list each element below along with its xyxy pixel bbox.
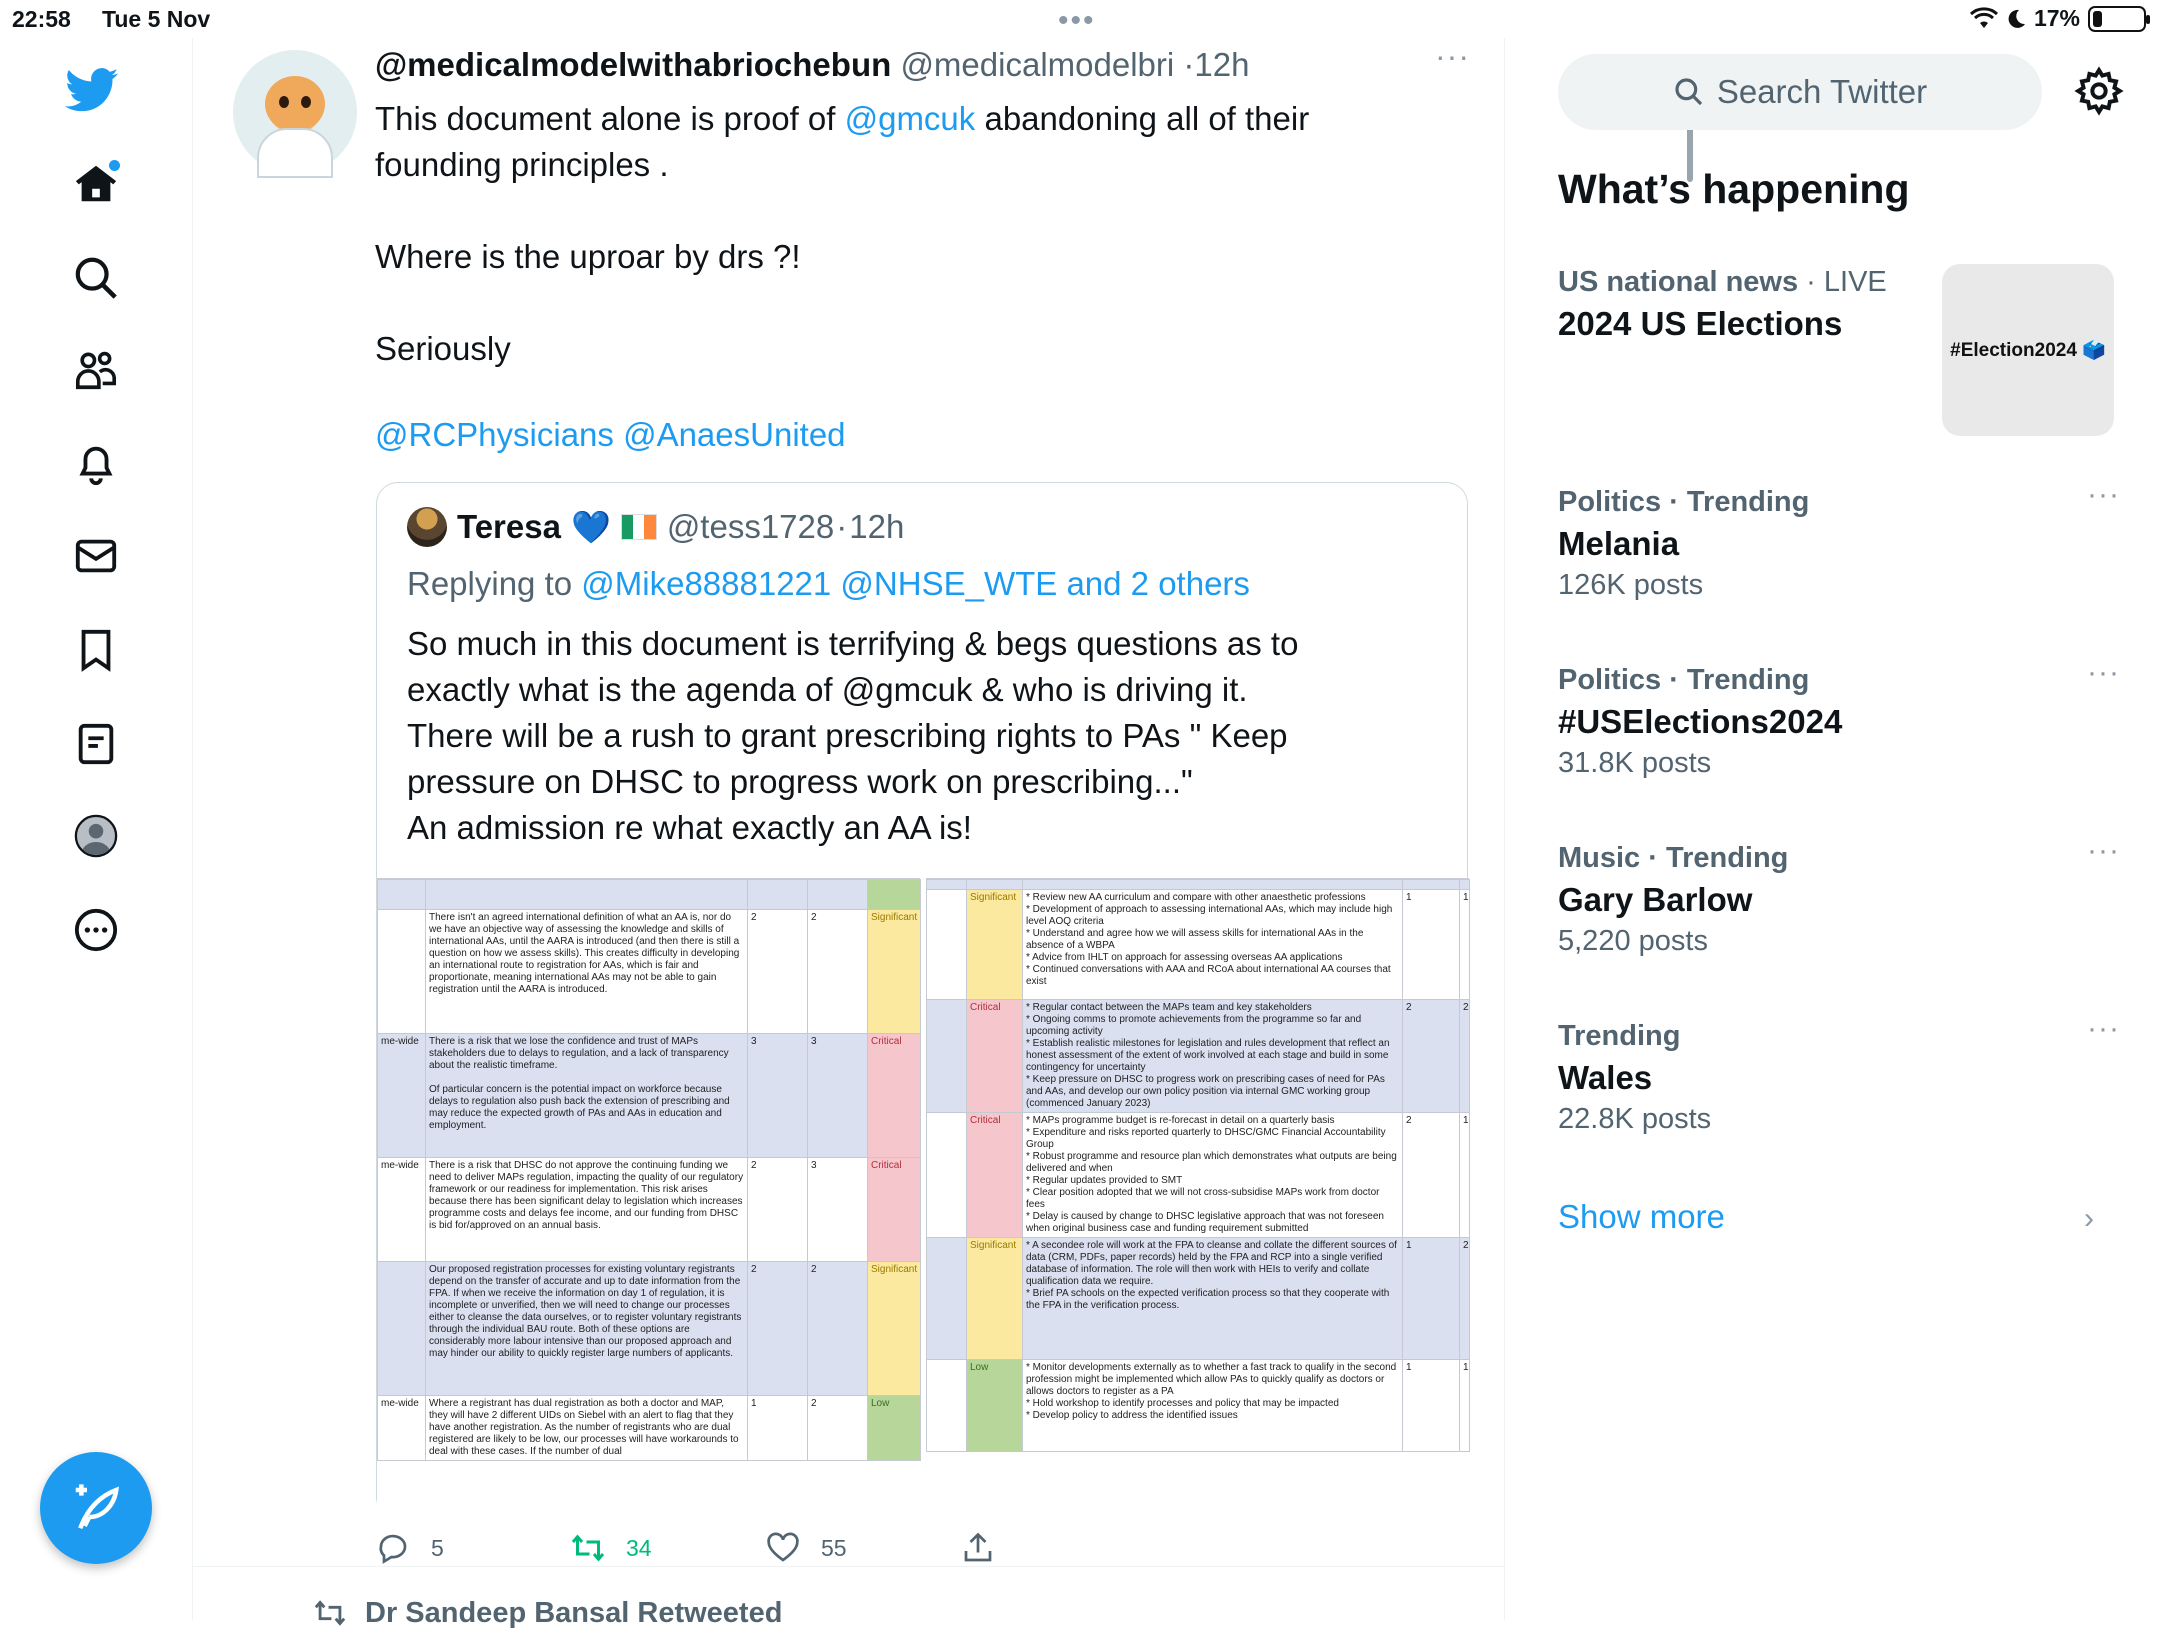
cell-risk-text: There isn't an agreed international definition of what an AA is, nor do we have an objective way of assessing the knowledge and skills of international AAs, until the AARA is introduced (and then there is still a question on how we assess skills). This creates difficulty in developing an international route to registration for AAs, which is fair and proportionate, meaning international AAs may not be able to gain registration until the AARA is introduced.: [426, 910, 748, 1034]
table-row: [378, 910, 921, 1034]
notifications-bell-icon[interactable]: [70, 438, 122, 490]
mention-link[interactable]: @gmcuk: [844, 100, 976, 137]
search-placeholder: Search Twitter: [1716, 73, 1928, 110]
cell-rating: Significant: [967, 890, 1023, 1000]
tweet-mentions[interactable]: @RCPhysicians @AnaesUnited: [375, 416, 846, 453]
table-header-row: [927, 880, 1470, 890]
trend-context: Music · Trending: [1558, 842, 1789, 874]
trend-item[interactable]: [1558, 834, 2120, 958]
like-heart-icon: [765, 1530, 801, 1566]
author-avatar[interactable]: [233, 50, 357, 174]
quoted-text: So much in this document is terrifying & begs questions as to exactly what is the agenda of @gmcuk & who is driving it. There will be a rush to grant prescribing rights to PAs " Keep pressure on DHSC to progress work on prescribing..." An admission re what exactly an AA is!: [407, 625, 1299, 846]
tweet-body: [375, 96, 1375, 372]
retweet-button[interactable]: [570, 1530, 652, 1566]
battery-percent: 17%: [2033, 5, 2080, 31]
replying-to: [407, 565, 1250, 603]
cell-scope: [378, 910, 426, 1034]
table-row: [378, 1262, 921, 1396]
replying-prefix: Replying to: [407, 565, 582, 602]
trend-context: Politics · Trending: [1558, 486, 1810, 518]
cell-score-2: 2: [1460, 1238, 1470, 1360]
cell-controls-text: * A secondee role will work at the FPA to cleanse and collate the different sources of data (CRM, PDFs, paper records) held by the FPA and RCP into a single verified database of information. The role will then work with HEIs to verify and collate qualification data we require. * Brief PA schools on the expected verification process so that they cooperate with the FPA in the verification process.: [1023, 1238, 1403, 1360]
spreadsheet-image-left[interactable]: [377, 878, 920, 1520]
multitasking-dots-icon[interactable]: •••: [1058, 4, 1096, 37]
tweet-text-part: This document alone is proof of: [375, 100, 845, 137]
table-row: [927, 1238, 1470, 1360]
author-handle[interactable]: @medicalmodelbri: [900, 46, 1175, 83]
table-row: [927, 890, 1470, 1000]
risk-table-right: [926, 879, 1470, 1452]
trend-more-icon[interactable]: ···: [2087, 656, 2120, 689]
bookmarks-icon[interactable]: [70, 624, 122, 676]
table-row: [927, 1000, 1470, 1113]
whats-happening-title: What’s happening: [1558, 166, 1910, 212]
header-separator: ·: [1183, 46, 1195, 83]
cell-risk-text: There is a risk that DHSC do not approve the continuing funding we need to deliver MAPs regulation, impacting the quality of our regulatory framework or our readiness for implementation. This risk arises because there has been significant delay to legislation which increases programme costs and delays fee income, and our funding from DHSC is bid for/approved on an annual basis.: [426, 1158, 748, 1262]
cell-rating: Critical: [967, 1000, 1023, 1113]
cell-likelihood: 2: [808, 910, 868, 1034]
quoted-author-handle: @tess1728: [666, 508, 835, 545]
risk-table-left: [377, 879, 921, 1461]
battery-level: [2093, 11, 2102, 27]
trend-context: Trending: [1558, 1020, 1681, 1052]
trend-title: #USElections2024: [1558, 703, 1843, 740]
cell-controls-text: * Review new AA curriculum and compare with other anaesthetic professions * Development of approach to assessing international AAs, which may include high level AOQ criteria * Understand and agree how we will assess skills for international AAs in the absence of a WBPA * Advice from IHLT on approach for assessing overseas AA applications * Continued conversations with AAA and RCoA about international AA courses that exist: [1023, 890, 1403, 1000]
blue-heart-icon: 💙: [570, 509, 611, 545]
cell-likelihood: 3: [808, 1034, 868, 1158]
tweet-more-icon[interactable]: ···: [1435, 38, 1470, 74]
cell-scope: me-wide: [378, 1034, 426, 1158]
show-more-link[interactable]: Show more: [1558, 1198, 1725, 1235]
cell-impact: 1: [748, 1396, 808, 1461]
profile-avatar-icon[interactable]: [70, 810, 122, 862]
table-row: [378, 1396, 921, 1461]
status-bar: [0, 0, 2160, 38]
search-input[interactable]: [1558, 54, 2042, 130]
quoted-media[interactable]: [377, 878, 1469, 1520]
trend-context: Politics · Trending: [1558, 664, 1810, 696]
avatar-face: [265, 76, 325, 132]
cell-rating: Critical: [868, 1034, 921, 1158]
retweet-icon: [570, 1530, 606, 1566]
settings-gear-icon[interactable]: [2074, 66, 2124, 116]
trend-more-icon[interactable]: ···: [2087, 834, 2120, 867]
cell-impact: 2: [748, 1158, 808, 1262]
quoted-avatar: [407, 507, 447, 547]
cell-spacer: [927, 1238, 967, 1360]
avatar-coat: [257, 128, 333, 178]
table-header-row: [378, 880, 921, 910]
tweet-text-part: abandoning all of their founding principles . Where is the uproar by drs ?! Seriously: [375, 100, 1310, 367]
home-unread-badge: [109, 160, 120, 171]
chevron-right-icon[interactable]: ›: [2084, 1202, 2094, 1235]
cell-rating: Low: [967, 1360, 1023, 1452]
cell-impact: 2: [748, 910, 808, 1034]
trend-live: · LIVE: [1806, 266, 1887, 298]
cell-scope: me-wide: [378, 1396, 426, 1461]
right-sidebar: [1506, 38, 2160, 1620]
status-date: Tue 5 Nov: [102, 6, 211, 32]
battery-icon: [2088, 6, 2146, 32]
cell-scope: me-wide: [378, 1158, 426, 1262]
trend-post-count: 126K posts: [1558, 569, 1704, 601]
trend-item[interactable]: [1558, 478, 2120, 602]
reply-icon: [375, 1530, 411, 1566]
cell-rating: Significant: [868, 910, 921, 1034]
cell-spacer: [927, 1000, 967, 1113]
author-name[interactable]: @medicalmodelwithabriochebun: [375, 46, 892, 83]
wifi-icon: [1970, 8, 1998, 30]
reply-button[interactable]: [375, 1530, 444, 1566]
reply-count: 5: [431, 1534, 444, 1561]
quoted-time: 12h: [849, 508, 905, 545]
left-nav: [0, 38, 193, 1620]
cell-score: 1: [1403, 890, 1460, 1000]
home-icon[interactable]: [70, 158, 122, 210]
quoted-separator: ·: [836, 508, 848, 545]
cell-score: 2: [1403, 1000, 1460, 1113]
tweet-time[interactable]: 12h: [1194, 46, 1250, 83]
quoted-tweet[interactable]: [376, 482, 1468, 1519]
trend-more-icon[interactable]: ···: [2087, 478, 2120, 511]
table-row: [927, 1360, 1470, 1452]
avatar-eye: [301, 96, 311, 108]
status-right: [1970, 5, 2146, 32]
trend-title: Gary Barlow: [1558, 881, 1753, 918]
search-icon: [1673, 76, 1705, 108]
lists-icon[interactable]: [70, 718, 122, 770]
share-button[interactable]: [960, 1530, 996, 1566]
compose-tweet-button[interactable]: [40, 1452, 152, 1564]
tweet-header: [375, 46, 1249, 84]
tweet-divider: [193, 1566, 1505, 1567]
quoted-header: [407, 507, 904, 547]
cell-score: 1: [1403, 1360, 1460, 1452]
compose-feather-icon: [69, 1481, 123, 1535]
cell-spacer: [927, 890, 967, 1000]
cell-spacer: [927, 1360, 967, 1452]
cell-likelihood: 2: [808, 1396, 868, 1461]
quoted-author-name: Teresa: [457, 508, 561, 545]
cell-scope: [378, 1262, 426, 1396]
replying-to-links[interactable]: @Mike88881221 @NHSE_WTE and 2 others: [581, 565, 1250, 602]
cell-score-2: 1: [1460, 1113, 1470, 1238]
cell-rating: Significant: [967, 1238, 1023, 1360]
spreadsheet-image-right[interactable]: [926, 878, 1469, 1520]
ireland-flag-icon: [621, 514, 657, 540]
cell-risk-text: Where a registrant has dual registration as both a doctor and MAP, they will have 2 different UIDs on Siebel with an alert to flag that they have another registration. As the number of registrants who are dual registered are likely to be low, our processes will have workarounds to deal with these cases. If the number of dual: [426, 1396, 748, 1461]
trend-more-icon[interactable]: ···: [2087, 1012, 2120, 1045]
trend-title: 2024 US Elections: [1558, 305, 1843, 342]
cell-score: 2: [1403, 1113, 1460, 1238]
trend-title: Melania: [1558, 525, 1680, 562]
table-row: [378, 1034, 921, 1158]
trend-title: Wales: [1558, 1059, 1653, 1096]
cell-score-2: 1: [1460, 1360, 1470, 1452]
cell-risk-text: There is a risk that we lose the confidence and trust of MAPs stakeholders due to delays to regulation, and a lack of transparency about the realistic timeframe. Of particular concern is the potential impact on workforce because delays to regulation also push back the extension of prescribing and may reduce the expected growth of PAs and AAs in education and employment.: [426, 1034, 748, 1158]
table-row: [378, 1158, 921, 1262]
cell-rating: Critical: [868, 1158, 921, 1262]
moon-icon: [2006, 8, 2026, 30]
cell-score-2: 1: [1460, 890, 1470, 1000]
trend-thumbnail[interactable]: #Election2024 🗳️: [1942, 264, 2114, 436]
cell-controls-text: * Regular contact between the MAPs team and key stakeholders * Ongoing comms to promote achievements from the programme so far and upcoming activity * Establish realistic milestones for legislation and rules development that reflect an honest assessment of the extent of work involved at each stage and build in some contingency for uncertainty * Keep pressure on DHSC to progress work on prescribing cases of need for PAs and AAs, and develop our own policy position via internal GMC working group (commenced January 2023): [1023, 1000, 1403, 1113]
cell-rating: Critical: [967, 1113, 1023, 1238]
cell-impact: 3: [748, 1034, 808, 1158]
avatar-eye: [279, 96, 289, 108]
retweeted-by[interactable]: Dr Sandeep Bansal Retweeted: [365, 1596, 783, 1629]
trend-category: US national news: [1558, 266, 1799, 298]
cell-controls-text: * MAPs programme budget is re-forecast in detail on a quarterly basis * Expenditure and risks reported quarterly to DHSC/GMC Financial Accountability Group * Robust programme and resource plan which demonstrates what outputs are being delivered and when * Regular updates provided to SMT * Clear position adopted that we will not cross-subsidise MAPs work from doctor fees * Delay is caused by change to DHSC legislative approach that was not foreseen when original business case and funding requirement submitted: [1023, 1113, 1403, 1238]
cell-risk-text: Our proposed registration processes for existing voluntary registrants depend on the transfer of accurate and up to date information from the FPA. If when we receive the information on day 1 of regulation, it is incomplete or unverified, then we will need to change our processes either to cleanse the data ourselves, or to register voluntary registrants through the individual BAU route. Both of these options are considerably more labour intensive than our proposed approach and may hinder our ability to quickly register large numbers of applicants.: [426, 1262, 748, 1396]
trend-post-count: 31.8K posts: [1558, 747, 1712, 779]
status-time: 22:58: [12, 6, 71, 32]
like-button[interactable]: [765, 1530, 847, 1566]
trend-item[interactable]: [1558, 656, 2120, 780]
cell-rating: Low: [868, 1396, 921, 1461]
twitter-logo-icon[interactable]: [66, 64, 118, 116]
communities-icon[interactable]: [70, 344, 122, 396]
share-icon: [960, 1530, 996, 1566]
cell-spacer: [927, 1113, 967, 1238]
messages-envelope-icon[interactable]: [70, 530, 122, 582]
tweet-actions: [375, 1530, 1375, 1580]
timeline: [193, 38, 1505, 1629]
retweet-count: 34: [626, 1534, 652, 1561]
cell-controls-text: * Monitor developments externally as to whether a fast track to qualify in the second profession might be implemented which allow PAs to quickly qualify as doctors or allows doctors to register as a PA * Hold workshop to identify processes and policy that may be impacted * Develop policy to address the identified issues: [1023, 1360, 1403, 1452]
trend-post-count: 5,220 posts: [1558, 925, 1708, 957]
cell-rating: Significant: [868, 1262, 921, 1396]
trend-post-count: 22.8K posts: [1558, 1103, 1712, 1135]
like-count: 55: [821, 1534, 847, 1561]
next-tweet-retweet-context[interactable]: [313, 1596, 782, 1630]
cell-likelihood: 2: [808, 1262, 868, 1396]
explore-search-icon[interactable]: [70, 252, 122, 304]
cell-score: 1: [1403, 1238, 1460, 1360]
trend-item[interactable]: [1558, 1012, 2120, 1136]
retweet-context-icon: [313, 1596, 347, 1630]
cell-impact: 2: [748, 1262, 808, 1396]
table-row: [927, 1113, 1470, 1238]
cell-likelihood: 3: [808, 1158, 868, 1262]
cell-score-2: 2: [1460, 1000, 1470, 1113]
more-options-icon[interactable]: [70, 904, 122, 956]
